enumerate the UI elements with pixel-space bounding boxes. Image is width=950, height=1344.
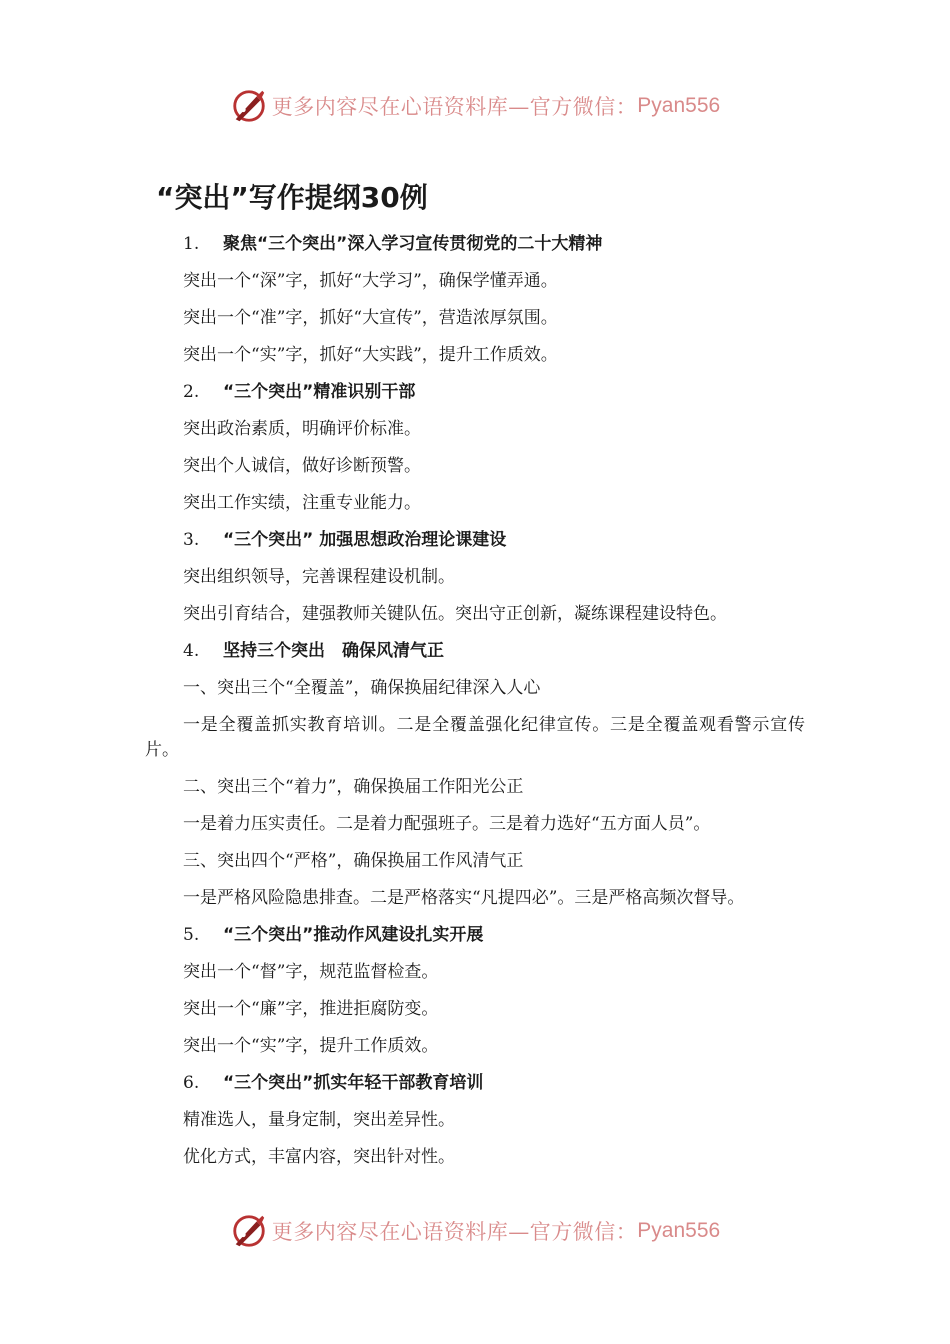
section-line: 优化方式，丰富内容，突出针对性。 <box>183 1147 455 1167</box>
section-line: 突出引育结合，建强教师关键队伍。突出守正创新，凝练课程建设特色。 <box>183 604 727 624</box>
banner-text: 更多内容尽在心语资料库—官方微信： <box>271 95 638 119</box>
section-line: 突出一个“实”字，抓好“大实践”，提升工作质效。 <box>183 345 558 365</box>
subsection-heading: 二、突出三个“着力”，确保换届工作阳光公正 <box>183 777 524 797</box>
section-heading: 6. “三个突出”抓实年轻干部教育培训 <box>183 1073 484 1093</box>
section-heading: 4. 坚持三个突出 确保风清气正 <box>183 641 444 661</box>
section-line: 一是着力压实责任。二是着力配强班子。三是着力选好“五方面人员”。 <box>183 814 711 834</box>
subsection-heading: 三、突出四个“严格”，确保换届工作风清气正 <box>183 851 524 871</box>
document-title: “突出”写作提纲30例 <box>156 181 428 214</box>
banner-text: 更多内容尽在心语资料库—官方微信： <box>271 1220 638 1244</box>
section-paragraph: 一是严格风险隐患排查。二是严格落实“凡提四必”。三是严格高频次督导。 <box>183 888 745 908</box>
footer-watermark-banner <box>0 1209 950 1253</box>
header-watermark-banner <box>0 84 950 128</box>
section-line: 突出一个“准”字，抓好“大宣传”，营造浓厚氛围。 <box>183 308 558 328</box>
section-line: 突出一个“实”字，提升工作质效。 <box>183 1036 439 1056</box>
section-paragraph: 一是全覆盖抓实教育培训。二是全覆盖强化纪律宣传。三是全覆盖观看警示宣传片。 <box>145 715 805 760</box>
banner-wechat-id: Pyan556 <box>637 1219 721 1242</box>
document-body <box>145 226 805 1176</box>
subsection-heading: 一、突出三个“全覆盖”，确保换届纪律深入人心 <box>183 678 541 698</box>
section-line: 精准选人，量身定制，突出差异性。 <box>183 1110 455 1130</box>
pen-logo-icon <box>230 87 268 125</box>
section-line: 突出一个“督”字，规范监督检查。 <box>183 962 439 982</box>
section-line: 突出组织领导，完善课程建设机制。 <box>183 567 455 587</box>
section-line: 突出政治素质，明确评价标准。 <box>183 419 421 439</box>
section-heading: 5. “三个突出”推动作风建设扎实开展 <box>183 925 484 945</box>
pen-logo-icon <box>230 1212 268 1250</box>
section-heading: 2. “三个突出”精准识别干部 <box>183 382 416 402</box>
section-heading: 1. 聚焦“三个突出”深入学习宣传贯彻党的二十大精神 <box>183 234 603 254</box>
banner-wechat-id: Pyan556 <box>637 94 721 117</box>
section-line: 突出一个“深”字，抓好“大学习”，确保学懂弄通。 <box>183 271 558 291</box>
section-line: 突出一个“廉”字，推进拒腐防变。 <box>183 999 439 1019</box>
section-heading: 3. “三个突出” 加强思想政治理论课建设 <box>183 530 507 550</box>
section-line: 突出个人诚信，做好诊断预警。 <box>183 456 421 476</box>
section-line: 突出工作实绩，注重专业能力。 <box>183 493 421 513</box>
